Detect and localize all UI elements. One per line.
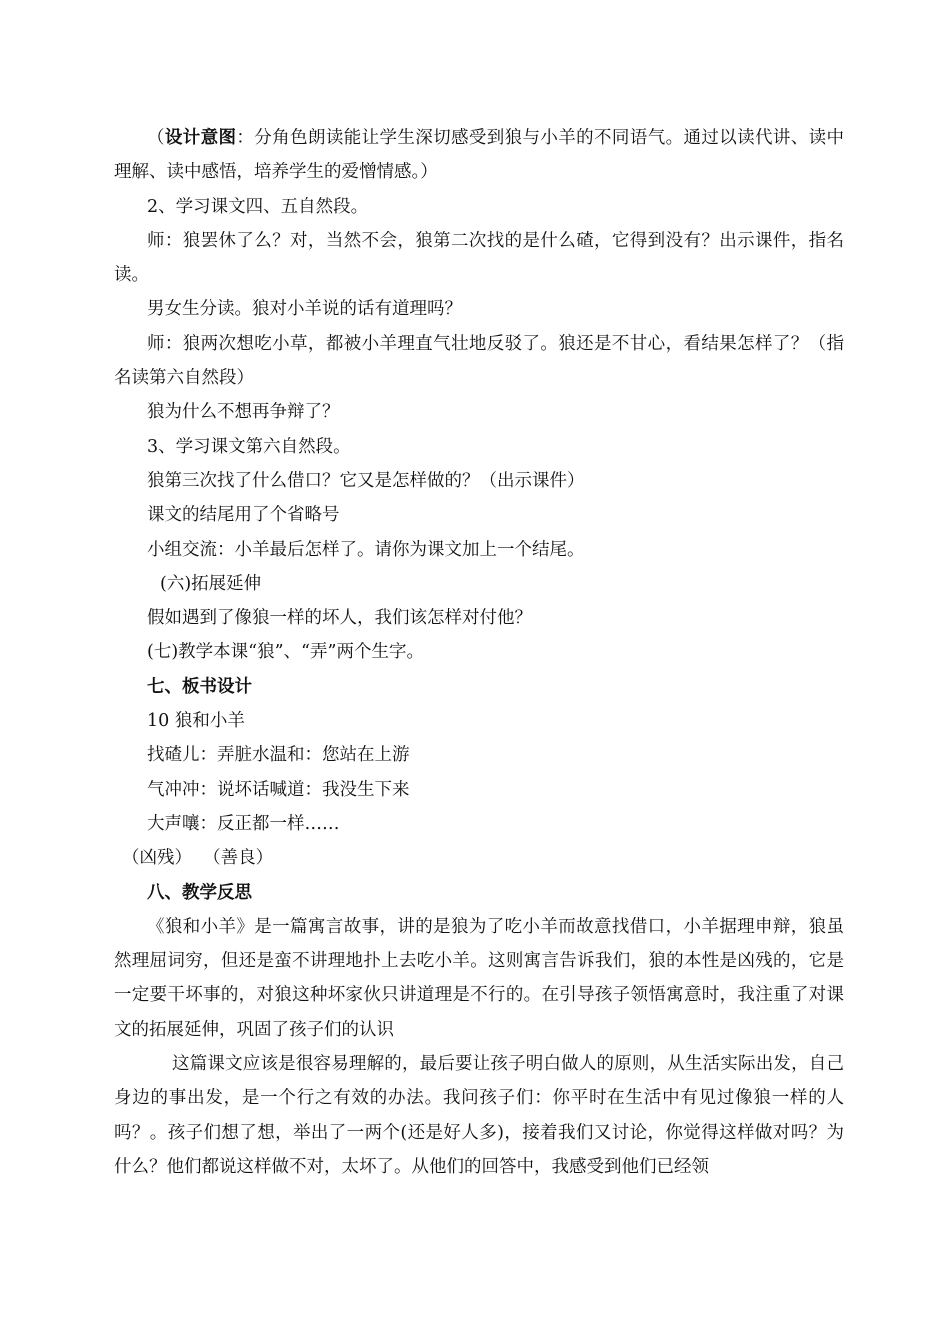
text-line: 3、学习课文第六自然段。 (147, 436, 351, 457)
design-intent-label: 设计意图 (164, 128, 237, 148)
design-intent-text: ：分角色朗读能让学生深切感受到狼与小羊的不同语气。通过以读代讲、读中理解、读中感悟，培养学生的爱憎情感。） (114, 128, 845, 183)
reflection-paragraph-1: 《狼和小羊》是一篇寓言故事，讲的是狼为了吃小羊而故意找借口，小羊据理申辩，狼虽然理屈词穷，但还是蛮不讲理地扑上去吃小羊。这则寓言告诉我们，狼的本性是凶残的，它是一定要干坏事的，对狼这种坏家伙只讲道理是不行的。在引导孩子领悟寓意时，我注重了对课文的拓展延伸，巩固了孩子们的认识 (114, 916, 844, 1040)
design-intent-open-paren: （ (147, 128, 165, 148)
board-row: 气冲冲：说坏话喊道：我没生下来 (147, 779, 410, 800)
board-row: 找碴儿：弄脏水温和：您站在上游 (147, 745, 410, 766)
text-paragraph: 师：狼罢休了么？对，当然不会，狼第二次找的是什么碴，它得到没有？出示课件，指名读。 (114, 230, 844, 286)
text-line: 男女生分读。狼对小羊说的话有道理吗？ (147, 299, 462, 320)
document-body (114, 121, 844, 1184)
text-line: (六)拓展延伸 (160, 573, 262, 594)
text-line: 2、学习课文四、五自然段。 (147, 196, 369, 217)
text-line: (七)教学本课“狼”、“弄”两个生字。 (147, 642, 424, 663)
reflection-paragraph-2: 这篇课文应该是很容易理解的，最后要让孩子明白做人的原则，从生活实际出发，自己身边的事出发，是一个行之有效的办法。我问孩子们：你平时在生活中有见过像狼一样的人吗？。孩子们想了想，举出了一两个(还是好人多)，接着我们又讨论，你觉得这样做对吗？为什么？他们都说这样做不对，太坏了。从他们的回答中，我感受到他们已经领 (114, 1054, 844, 1177)
text-line: 狼为什么不想再争辩了？ (147, 402, 340, 423)
text-line: 狼第三次找了什么借口？它又是怎样做的？（出示课件） (147, 470, 585, 491)
text-line: 假如遇到了像狼一样的坏人，我们该怎样对付他？ (147, 608, 532, 629)
design-intent-paragraph (114, 121, 844, 190)
section-heading-board-design: 七、板书设计 (147, 676, 252, 697)
text-paragraph: 师：狼两次想吃小草，都被小羊理直气壮地反驳了。狼还是不甘心，看结果怎样了？（指名读第六自然段） (114, 333, 844, 389)
text-line: 课文的结尾用了个省略号 (147, 505, 340, 526)
text-line: 小组交流：小羊最后怎样了。请你为课文加上一个结尾。 (147, 539, 585, 560)
board-footer: （凶残） （善良） (122, 848, 274, 869)
section-heading-reflection: 八、教学反思 (147, 882, 252, 903)
board-row: 大声嚷：反正都一样…… (147, 813, 340, 834)
board-title: 10 狼和小羊 (147, 711, 245, 732)
